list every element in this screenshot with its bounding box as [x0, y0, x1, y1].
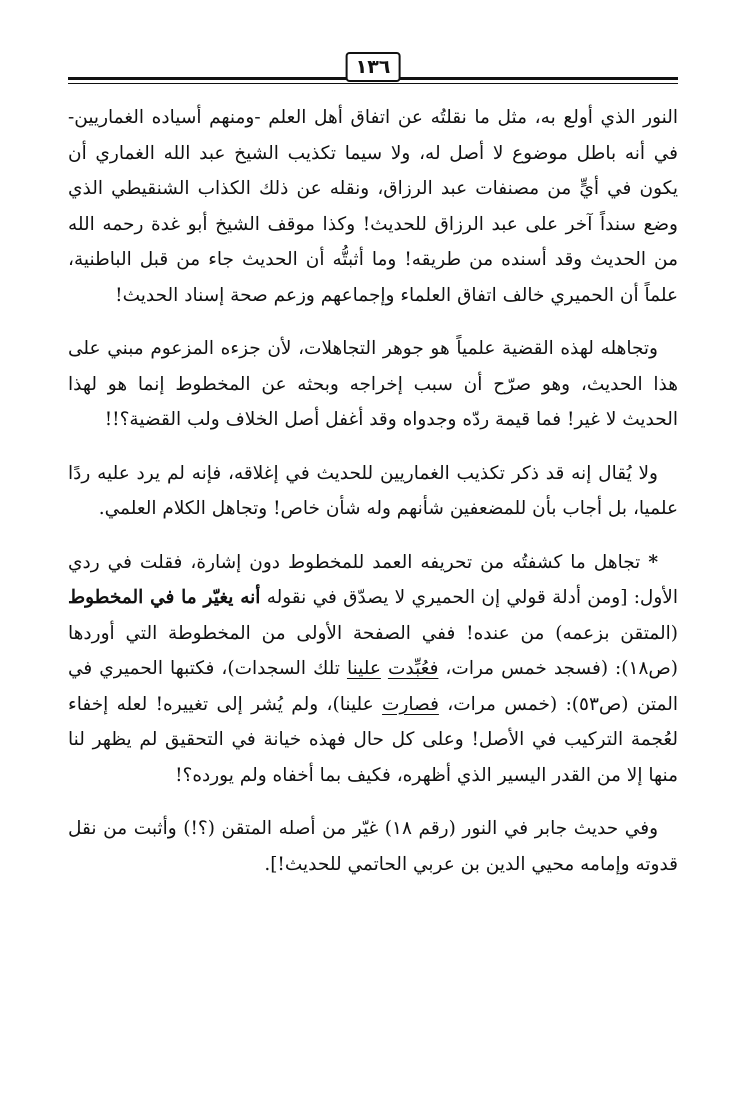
paragraph-5: وفي حديث جابر في النور (رقم ١٨) غيّر من أصله المتقن (؟!) وأثبت من نقل قدوته وإمامه محيي الدين بن عربي الحاتمي للحديث!].	[68, 818, 678, 875]
bold-phrase: أنه يغيّر ما في المخطوط	[68, 587, 261, 608]
paragraph-4-part-a: تجاهل ما كشفتُه من تحريفه العمد للمخطوط دون إشارة، فقلت في ردي الأول: [ومن أدلة قولي إن الحميري لا يصدّق في نقوله	[68, 551, 678, 608]
header-rule-thin	[68, 83, 678, 84]
paragraph-4-part-e	[381, 658, 388, 679]
underlined-word-1: فعُبِّدت	[387, 658, 439, 679]
page-body	[68, 100, 678, 900]
page-header	[68, 50, 678, 90]
paragraph-4-part-c: (المتقن بزعمه) من عنده! ففي الصفحة الأولى من المخطوطة التي أوردها (ص١٨): (فسجد خمس مرات،	[68, 622, 678, 679]
asterisk-marker: *	[648, 551, 658, 573]
paragraph-4	[68, 545, 678, 794]
underlined-word-2: علينا	[346, 658, 381, 679]
underlined-word-3: فصارت	[382, 693, 439, 715]
paragraph-2: وتجاهله لهذه القضية علمياً هو جوهر التجاهلات، لأن جزءه المزعوم مبني على هذا الحديث، وهو صرّح أن سبب إخراجه وبحثه عن المخطوط إنما هو لهذا الحديث لا غير! فما قيمة ردّه وجدواه وقد أغفل أصل الخلاف ولب القضية؟!!	[68, 338, 678, 430]
page-number: ١٣٦	[346, 52, 401, 82]
paragraph-3: ولا يُقال إنه قد ذكر تكذيب الغماريين للحديث في إغلاقه، فإنه لم يرد عليه ردًا علميا، بل أجاب بأن للمضعفين شأنهم وله شأن خاص! وتجاهل الكلام العلمي.	[68, 462, 678, 519]
paragraph-4-part-i: علينا)، ولم يُشر إلى تغييره! لعله إخفاء لعُجمة التركيب في الأصل! وعلى كل حال فهذه خيانة في التحقيق لم يظهر لنا منها إلا من القدر اليسير الذي أظهره، فكيف بما أخفاه ولم يورده؟!	[68, 693, 678, 786]
paragraph-1: النور الذي أولع به، مثل ما نقلتُه عن اتفاق أهل العلم -ومنهم أسياده الغماريين- في أنه باطل موضوع لا أصل له، ولا سيما تكذيب الشيخ عبد الله الغماري أن يكون في أيٍّ من مصنفات عبد الرزاق، ونقله عن ذلك الكذاب الشنقيطي الذي وضع سنداً آخر على عبد الرزاق للحديث! وكذا موقف الشيخ أبو غدة رحمه الله من الحديث وقد أسنده من طريقه! وما أثبتُّه أن الحديث جاء من قبل الباطنية، علماً أن الحميري خالف اتفاق العلماء وإجماعهم وزعم صحة إسناد الحديث!	[68, 107, 678, 306]
paragraph-4-part-g: تلك السجدات)، فكتبها الحميري في المتن (ص٥٣): (خمس مرات،	[68, 658, 678, 715]
